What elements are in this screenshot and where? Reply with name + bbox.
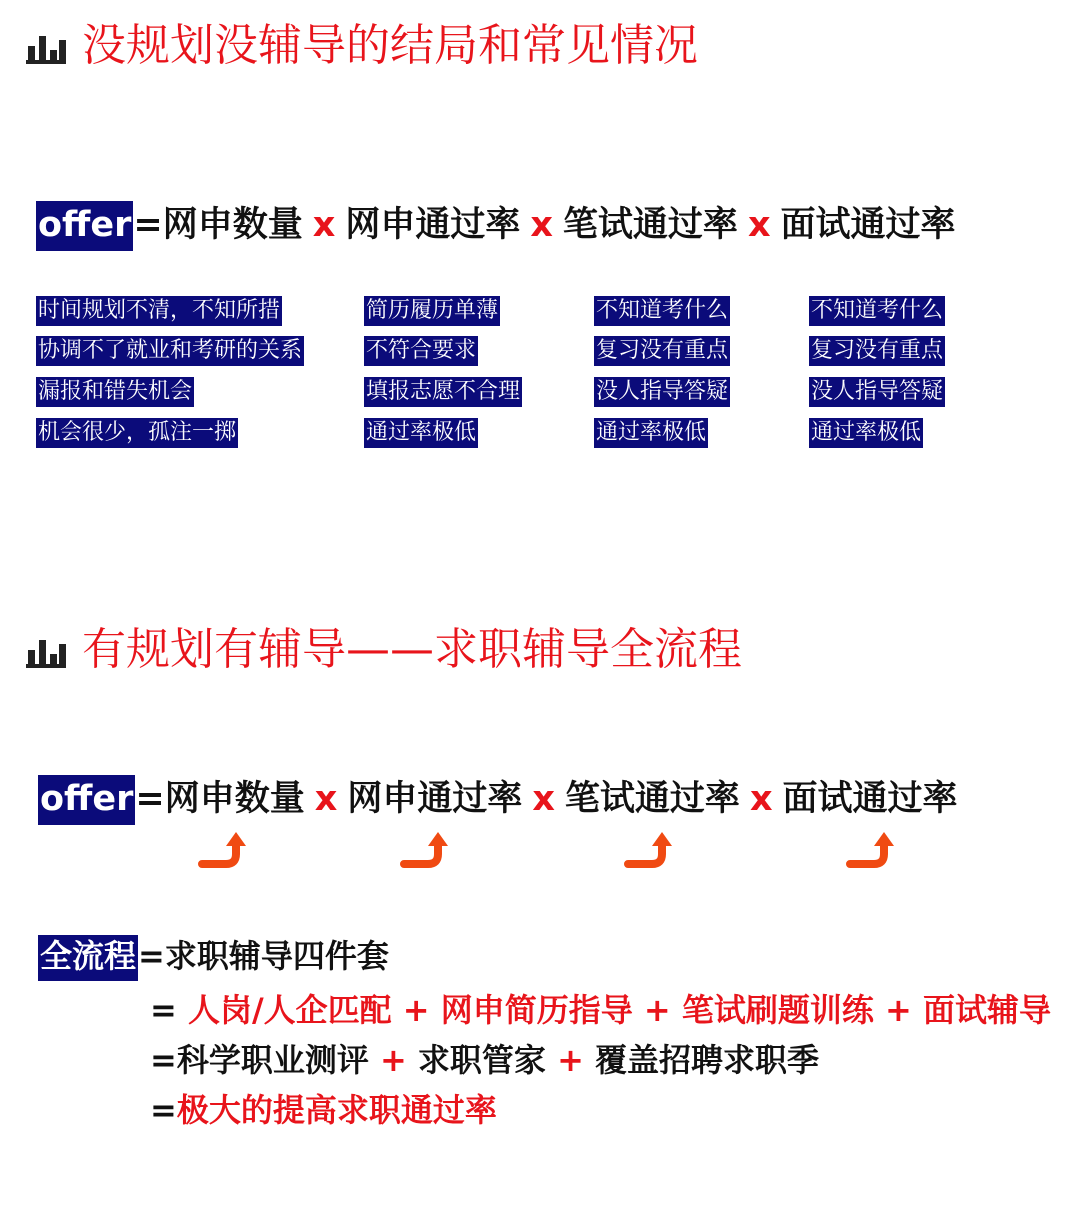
term-apply-count: 网申数量 bbox=[164, 779, 305, 819]
term-interview-pass-rate: 面试通过率 bbox=[782, 779, 958, 819]
equals-sign: = bbox=[150, 991, 177, 1029]
four-piece-set-text: =求职辅导四件套 bbox=[138, 937, 389, 975]
multiply-sign: x bbox=[532, 779, 555, 819]
full-process-line2 bbox=[150, 991, 1051, 1029]
term-apply-pass-rate: 网申通过率 bbox=[345, 205, 521, 245]
section1-formula bbox=[36, 205, 956, 245]
service-item: 面试辅导 bbox=[922, 991, 1051, 1029]
full-process-tag: 全流程 bbox=[38, 935, 138, 981]
service-item: 笔试刷题训练 bbox=[681, 991, 874, 1029]
equals-sign: = bbox=[150, 1041, 177, 1079]
up-arrow-icon bbox=[846, 830, 896, 870]
multiply-sign: x bbox=[314, 779, 338, 819]
plus-sign: + bbox=[379, 1041, 407, 1079]
issue-item: 协调不了就业和考研的关系 bbox=[36, 336, 304, 366]
term-written-pass-rate: 笔试通过率 bbox=[564, 779, 740, 819]
plus-sign: + bbox=[643, 991, 671, 1029]
issue-item: 不知道考什么 bbox=[594, 296, 730, 326]
service-item: 网申简历指导 bbox=[440, 991, 633, 1029]
section2-formula bbox=[38, 779, 958, 819]
plus-sign: + bbox=[402, 991, 430, 1029]
equals-sign: = bbox=[135, 779, 165, 819]
full-process-line4 bbox=[150, 1091, 497, 1129]
equals-sign: = bbox=[150, 1091, 177, 1129]
issue-item: 简历履历单薄 bbox=[364, 296, 500, 326]
conclusion-text: 极大的提高求职通过率 bbox=[176, 1091, 497, 1129]
issue-item: 通过率极低 bbox=[364, 418, 478, 448]
section2-title: 有规划有辅导——求职辅导全流程 bbox=[82, 624, 742, 675]
issue-item: 通过率极低 bbox=[809, 418, 923, 448]
multiply-sign: x bbox=[747, 205, 771, 245]
issue-item: 复习没有重点 bbox=[594, 336, 730, 366]
equals-sign: = bbox=[133, 205, 163, 245]
issue-item: 没人指导答疑 bbox=[594, 377, 730, 407]
plus-sign: + bbox=[557, 1041, 584, 1079]
service-item: 科学职业测评 bbox=[176, 1041, 369, 1079]
issue-item: 不符合要求 bbox=[364, 336, 478, 366]
term-apply-count: 网申数量 bbox=[162, 205, 303, 245]
section1-title: 没规划没辅导的结局和常见情况 bbox=[82, 20, 698, 71]
service-item: 覆盖招聘求职季 bbox=[595, 1041, 820, 1079]
service-item: 人岗/人企匹配 bbox=[187, 991, 392, 1029]
offer-tag: offer bbox=[36, 201, 133, 251]
issue-item: 复习没有重点 bbox=[809, 336, 945, 366]
full-process-line1 bbox=[38, 937, 389, 975]
full-process-line3 bbox=[150, 1041, 820, 1079]
bar-chart-icon bbox=[26, 30, 66, 64]
multiply-sign: x bbox=[749, 779, 773, 819]
multiply-sign: x bbox=[312, 205, 336, 245]
service-item: 求职管家 bbox=[417, 1041, 546, 1079]
issue-item: 没人指导答疑 bbox=[809, 377, 945, 407]
bar-chart-icon bbox=[26, 634, 66, 668]
issue-item: 不知道考什么 bbox=[809, 296, 945, 326]
issue-item: 通过率极低 bbox=[594, 418, 708, 448]
multiply-sign: x bbox=[530, 205, 553, 245]
plus-sign: + bbox=[885, 991, 912, 1029]
offer-tag: offer bbox=[38, 775, 135, 825]
issue-item: 漏报和错失机会 bbox=[36, 377, 194, 407]
up-arrow-icon bbox=[624, 830, 674, 870]
term-interview-pass-rate: 面试通过率 bbox=[780, 205, 956, 245]
term-apply-pass-rate: 网申通过率 bbox=[347, 779, 523, 819]
up-arrow-icon bbox=[400, 830, 450, 870]
up-arrow-icon bbox=[198, 830, 248, 870]
issue-item: 填报志愿不合理 bbox=[364, 377, 522, 407]
issue-item: 时间规划不清，不知所措 bbox=[36, 296, 282, 326]
issue-item: 机会很少，孤注一掷 bbox=[36, 418, 238, 448]
term-written-pass-rate: 笔试通过率 bbox=[562, 205, 738, 245]
